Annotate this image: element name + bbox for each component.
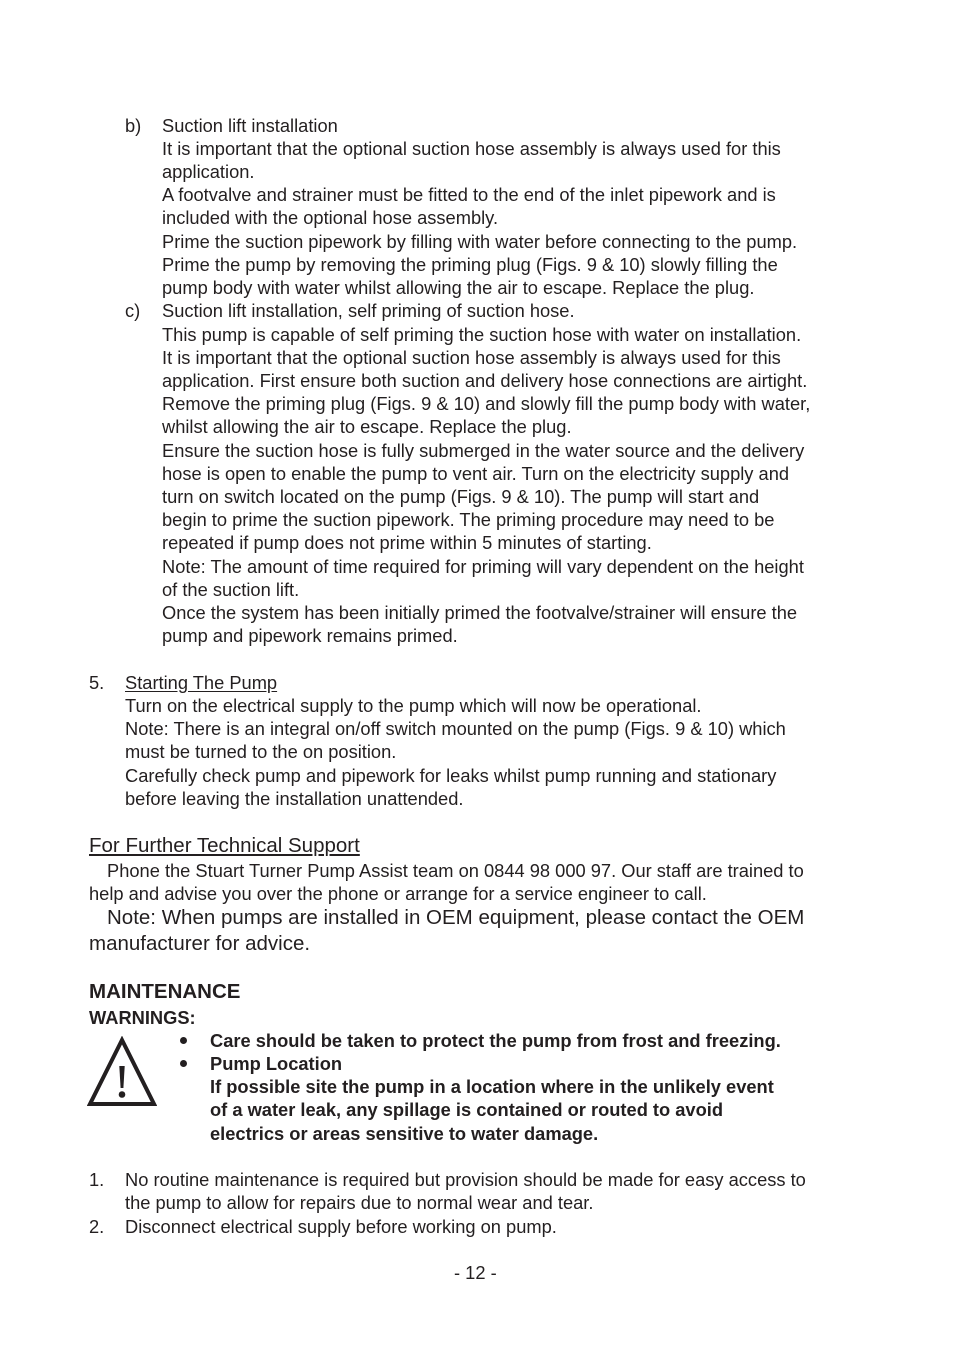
text-line: pump and pipework remains primed. [162, 625, 458, 646]
text-line: of the suction lift. [162, 579, 300, 600]
text-line: must be turned to the on position. [125, 741, 397, 762]
text-line: Phone the Stuart Turner Pump Assist team on 0844 98 000 97. Our staff are trained to [107, 860, 804, 881]
text-line: help and advise you over the phone or arrange for a service engineer to call. [89, 883, 707, 904]
text-line: Note: There is an integral on/off switch mounted on the pump (Figs. 9 & 10) which [125, 718, 786, 739]
text-line: It is important that the optional suction hose assembly is always used for this [162, 347, 781, 368]
text-line: Prime the suction pipework by filling with water before connecting to the pump. [162, 231, 798, 252]
text-line: Ensure the suction hose is fully submerged in the water source and the delivery [162, 440, 805, 461]
support-heading: For Further Technical Support [89, 834, 360, 857]
maintenance-heading: MAINTENANCE [89, 980, 241, 1003]
warning-text: If possible site the pump in a location where in the unlikely event [210, 1076, 774, 1097]
bullet-icon [180, 1060, 187, 1067]
warning-text: of a water leak, any spillage is contained or routed to avoid [210, 1099, 724, 1120]
text-line: Remove the priming plug (Figs. 9 & 10) and slowly fill the pump body with water, [162, 393, 811, 414]
warning-text: Care should be taken to protect the pump from frost and freezing. [210, 1030, 781, 1051]
text-line: Once the system has been initially primed the footvalve/strainer will ensure the [162, 602, 798, 623]
text-line: Carefully check pump and pipework for leaks whilst pump running and stationary [125, 765, 777, 786]
list-marker: 5. [89, 672, 105, 693]
list-marker: c) [125, 300, 141, 321]
text-line: It is important that the optional suction hose assembly is always used for this [162, 138, 781, 159]
list-marker: b) [125, 115, 142, 136]
text-line: A footvalve and strainer must be fitted to the end of the inlet pipework and is [162, 184, 776, 205]
text-line: Turn on the electrical supply to the pump which will now be operational. [125, 695, 702, 716]
text-line: turn on switch located on the pump (Figs. 9 & 10). The pump will start and [162, 486, 760, 507]
text-line: No routine maintenance is required but provision should be made for easy access to [125, 1169, 806, 1190]
text-line: included with the optional hose assembly. [162, 207, 499, 228]
text-line: pump body with water whilst allowing the air to escape. Replace the plug. [162, 277, 755, 298]
text-line: repeated if pump does not prime within 5 minutes of starting. [162, 532, 652, 553]
warning-triangle-icon [87, 1036, 157, 1108]
text-line: begin to prime the suction pipework. The priming procedure may need to be [162, 509, 775, 530]
list-marker: 1. [89, 1169, 105, 1190]
text-line: Disconnect electrical supply before working on pump. [125, 1216, 557, 1237]
text-line: before leaving the installation unattended. [125, 788, 464, 809]
list-marker: 2. [89, 1216, 105, 1237]
text-line: Suction lift installation [162, 115, 338, 136]
bullet-icon [180, 1037, 187, 1044]
text-line: hose is open to enable the pump to vent air. Turn on the electricity supply and [162, 463, 790, 484]
oem-note-line: Note: When pumps are installed in OEM equipment, please contact the OEM [107, 906, 805, 929]
oem-note-line: manufacturer for advice. [89, 932, 311, 955]
text-line: Suction lift installation, self priming of suction hose. [162, 300, 575, 321]
page-number: - 12 - [454, 1262, 497, 1283]
text-line: Prime the pump by removing the priming plug (Figs. 9 & 10) slowly filling the [162, 254, 778, 275]
text-line: whilst allowing the air to escape. Replace the plug. [162, 416, 572, 437]
text-line: application. [162, 161, 255, 182]
text-line: Note: The amount of time required for priming will vary dependent on the height [162, 556, 804, 577]
text-line: This pump is capable of self priming the suction hose with water on installation. [162, 324, 802, 345]
warning-text: electrics or areas sensitive to water damage. [210, 1123, 599, 1144]
text-line: the pump to allow for repairs due to normal wear and tear. [125, 1192, 594, 1213]
text-line: application. First ensure both suction and delivery hose connections are airtight. [162, 370, 808, 391]
section-heading: Starting The Pump [125, 672, 278, 693]
warning-text: Pump Location [210, 1053, 343, 1074]
warnings-label: WARNINGS: [89, 1007, 196, 1028]
